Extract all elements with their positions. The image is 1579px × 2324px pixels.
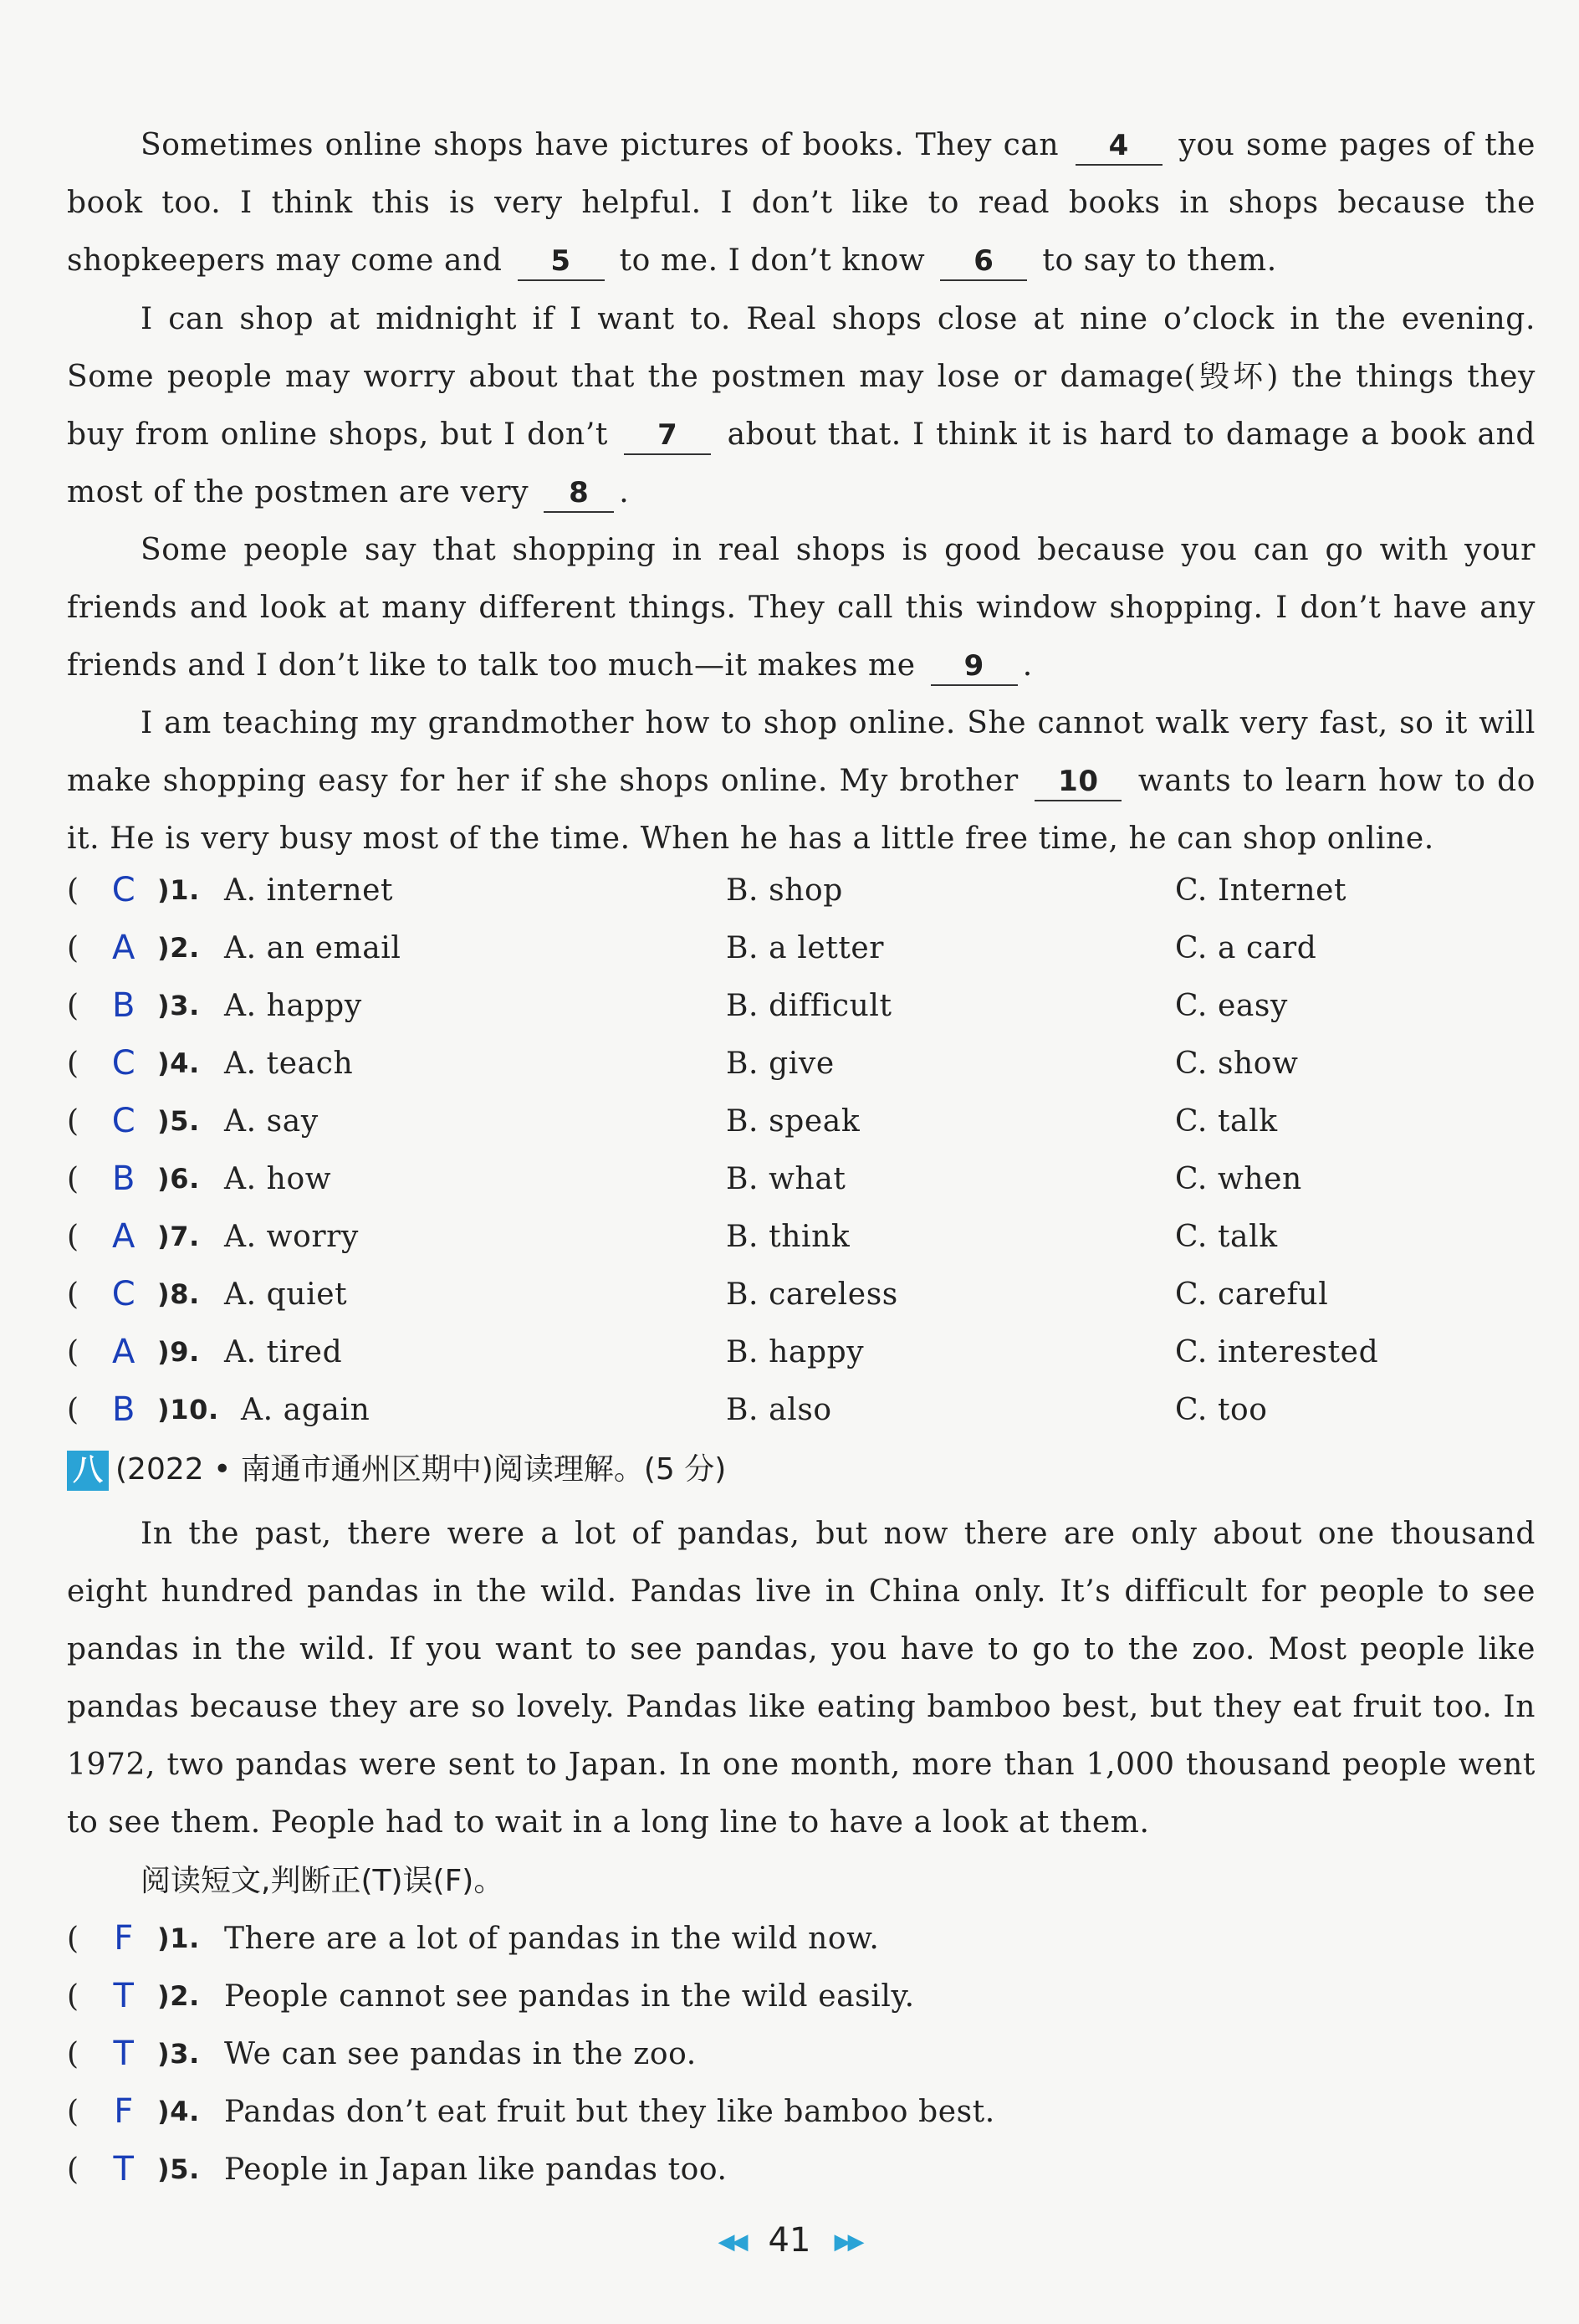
paren: ( <box>67 1162 79 1196</box>
answer-mark: F <box>114 2092 134 2131</box>
blank-7: 7 <box>624 417 711 455</box>
question-row <box>67 919 1539 977</box>
reading-passage: In the past, there were a lot of pandas, but now there are only about one thousand eight hundred pandas in the wild. Pandas live in China only. It’s difficult for people to see pandas in the wild. If you want to see pandas, you have to go to the zoo. Most people like pandas because they are so lovely. Pandas like eating bamboo best, but they eat fruit too. In 1972, two pandas were sent to Japan. In one month, more than 1,000 thousand people went to see them. People had to wait in a long line to have a look at them. <box>67 1517 1536 1840</box>
option-c: C. talk <box>1175 1220 1278 1254</box>
statement: There are a lot of pandas in the wild now. <box>224 1922 880 1956</box>
text-run: to me. I don’t know <box>609 243 936 278</box>
question-number: )3. <box>157 2038 200 2070</box>
prev-arrows-icon: ◀◀ <box>718 2229 745 2255</box>
tf-row <box>67 1910 1539 1968</box>
option-b: B. careless <box>726 1277 898 1312</box>
option-b: B. also <box>726 1393 832 1427</box>
option-c: C. careful <box>1175 1277 1329 1312</box>
paren: ( <box>67 873 79 908</box>
option-c: C. Internet <box>1175 873 1347 908</box>
blank-9: 9 <box>931 648 1018 686</box>
text-run: I am teaching my grandmother how to shop online. She cannot walk very fast, so it will make shopping easy for her if she shops online. My brother <box>67 706 1536 798</box>
option-a: A. happy <box>224 989 362 1023</box>
answer-mark: C <box>111 1044 136 1083</box>
statement: People in Japan like pandas too. <box>224 2153 728 2187</box>
option-a: A. again <box>241 1393 370 1427</box>
question-number: )5. <box>157 1105 200 1137</box>
option-a: A. tired <box>224 1335 343 1369</box>
answer-mark: A <box>112 1333 135 1371</box>
answer-mark: C <box>111 1102 136 1140</box>
question-row <box>67 1323 1539 1381</box>
tf-row <box>67 2025 1539 2083</box>
blank-8: 8 <box>544 474 614 513</box>
paren: ( <box>67 2095 79 2129</box>
question-row <box>67 1208 1539 1266</box>
question-number: )9. <box>157 1336 200 1368</box>
option-a: A. teach <box>224 1047 354 1081</box>
question-number: )1. <box>157 1922 200 1954</box>
blank-6: 6 <box>940 243 1027 281</box>
option-b: B. happy <box>726 1335 865 1369</box>
text-run: Sometimes online shops have pictures of books. They can <box>141 128 1071 162</box>
text-run: to say to them. <box>1032 243 1277 278</box>
option-b: B. think <box>726 1220 851 1254</box>
option-a: A. worry <box>224 1220 359 1254</box>
option-a: A. how <box>224 1162 332 1196</box>
tf-row <box>67 2083 1539 2141</box>
option-b: B. a letter <box>726 931 885 965</box>
paren: ( <box>67 989 79 1023</box>
instruction: 阅读短文,判断正(T)误(F)。 <box>141 1864 504 1898</box>
paren: ( <box>67 931 79 965</box>
paren: ( <box>67 1277 79 1312</box>
question-number: )8. <box>157 1278 200 1310</box>
text-run: I can shop at midnight if I want to. Real shops close at nine o’clock in the evening. Some people may worry about that the postmen may lose or damage(毁坏) the things they buy from online shops, but I don’t <box>67 302 1536 452</box>
question-row <box>67 1093 1539 1150</box>
answer-mark: T <box>113 2150 135 2188</box>
option-c: C. too <box>1175 1393 1268 1427</box>
option-b: B. give <box>726 1047 835 1081</box>
passage-paragraph-3 <box>67 521 1536 694</box>
text-run: . <box>1022 648 1033 683</box>
question-number: )1. <box>157 874 200 906</box>
tf-row <box>67 2141 1539 2199</box>
answer-mark: B <box>111 986 136 1025</box>
question-number: )5. <box>157 2153 200 2185</box>
answer-mark: C <box>111 871 136 909</box>
section-title: (2022 • 南通市通州区期中)阅读理解。(5 分) <box>115 1452 727 1487</box>
next-arrows-icon: ▶▶ <box>834 2229 861 2255</box>
paren: ( <box>67 1922 79 1956</box>
question-number: )10. <box>157 1394 219 1426</box>
option-b: B. difficult <box>726 989 892 1023</box>
section-badge: 八 <box>67 1451 109 1491</box>
question-number: )7. <box>157 1221 200 1252</box>
section-heading <box>67 1445 726 1495</box>
paren: ( <box>67 1393 79 1427</box>
blank-4: 4 <box>1076 127 1163 166</box>
option-c: C. show <box>1175 1047 1299 1081</box>
text-run: . <box>619 475 630 509</box>
text-run: wants to learn how to do it. He is very busy most of the time. When he has a little free time, he can shop online. <box>67 764 1536 856</box>
question-number: )3. <box>157 990 200 1021</box>
option-b: B. speak <box>726 1104 861 1139</box>
question-number: )4. <box>157 2096 200 2127</box>
paren: ( <box>67 1979 79 2014</box>
option-b: B. what <box>726 1162 846 1196</box>
text-run: you some pages of the book too. I think this is very helpful. I don’t like to read books in shops because the shopkeepers may come and <box>67 128 1536 278</box>
question-row <box>67 1266 1539 1323</box>
page-footer <box>0 2221 1579 2260</box>
option-c: C. a card <box>1175 931 1317 965</box>
statement: People cannot see pandas in the wild easily. <box>224 1979 915 2014</box>
option-a: A. say <box>224 1104 319 1139</box>
page-number: 41 <box>768 2221 811 2260</box>
option-a: A. quiet <box>224 1277 348 1312</box>
question-row <box>67 977 1539 1035</box>
paren: ( <box>67 1104 79 1139</box>
answer-mark: C <box>111 1275 136 1313</box>
answer-mark: T <box>113 2035 135 2073</box>
option-c: C. when <box>1175 1162 1302 1196</box>
blank-5: 5 <box>518 243 605 281</box>
paren: ( <box>67 2037 79 2071</box>
question-number: )2. <box>157 932 200 964</box>
question-row <box>67 1381 1539 1439</box>
option-c: C. interested <box>1175 1335 1379 1369</box>
paren: ( <box>67 1047 79 1081</box>
question-row <box>67 1150 1539 1208</box>
question-number: )4. <box>157 1047 200 1079</box>
statement: We can see pandas in the zoo. <box>224 2037 697 2071</box>
passage-paragraph-2 <box>67 290 1536 521</box>
passage-paragraph-1 <box>67 116 1536 289</box>
option-b: B. shop <box>726 873 843 908</box>
answer-mark: B <box>111 1159 136 1198</box>
tf-row <box>67 1968 1539 2025</box>
answer-mark: A <box>112 929 135 967</box>
answer-mark: T <box>113 1977 135 2015</box>
paren: ( <box>67 1220 79 1254</box>
option-c: C. talk <box>1175 1104 1278 1139</box>
passage-paragraph-4 <box>67 694 1536 868</box>
option-a: A. an email <box>224 931 401 965</box>
answer-mark: F <box>114 1919 134 1958</box>
option-c: C. easy <box>1175 989 1288 1023</box>
answer-mark: A <box>112 1217 135 1256</box>
option-a: A. internet <box>224 873 394 908</box>
question-number: )2. <box>157 1980 200 2012</box>
statement: Pandas don’t eat fruit but they like bamboo best. <box>224 2095 995 2129</box>
paren: ( <box>67 1335 79 1369</box>
question-row <box>67 862 1539 919</box>
text-run: Some people say that shopping in real shops is good because you can go with your friends and look at many different things. They call this window shopping. I don’t have any friends and I don’t like to talk too much—it makes me <box>67 533 1536 683</box>
text-run: about that. I think it is hard to damage a book and most of the postmen are very <box>67 417 1536 509</box>
question-number: )6. <box>157 1163 200 1195</box>
answer-mark: B <box>111 1390 136 1429</box>
paren: ( <box>67 2153 79 2187</box>
question-row <box>67 1035 1539 1093</box>
blank-10: 10 <box>1035 763 1122 801</box>
